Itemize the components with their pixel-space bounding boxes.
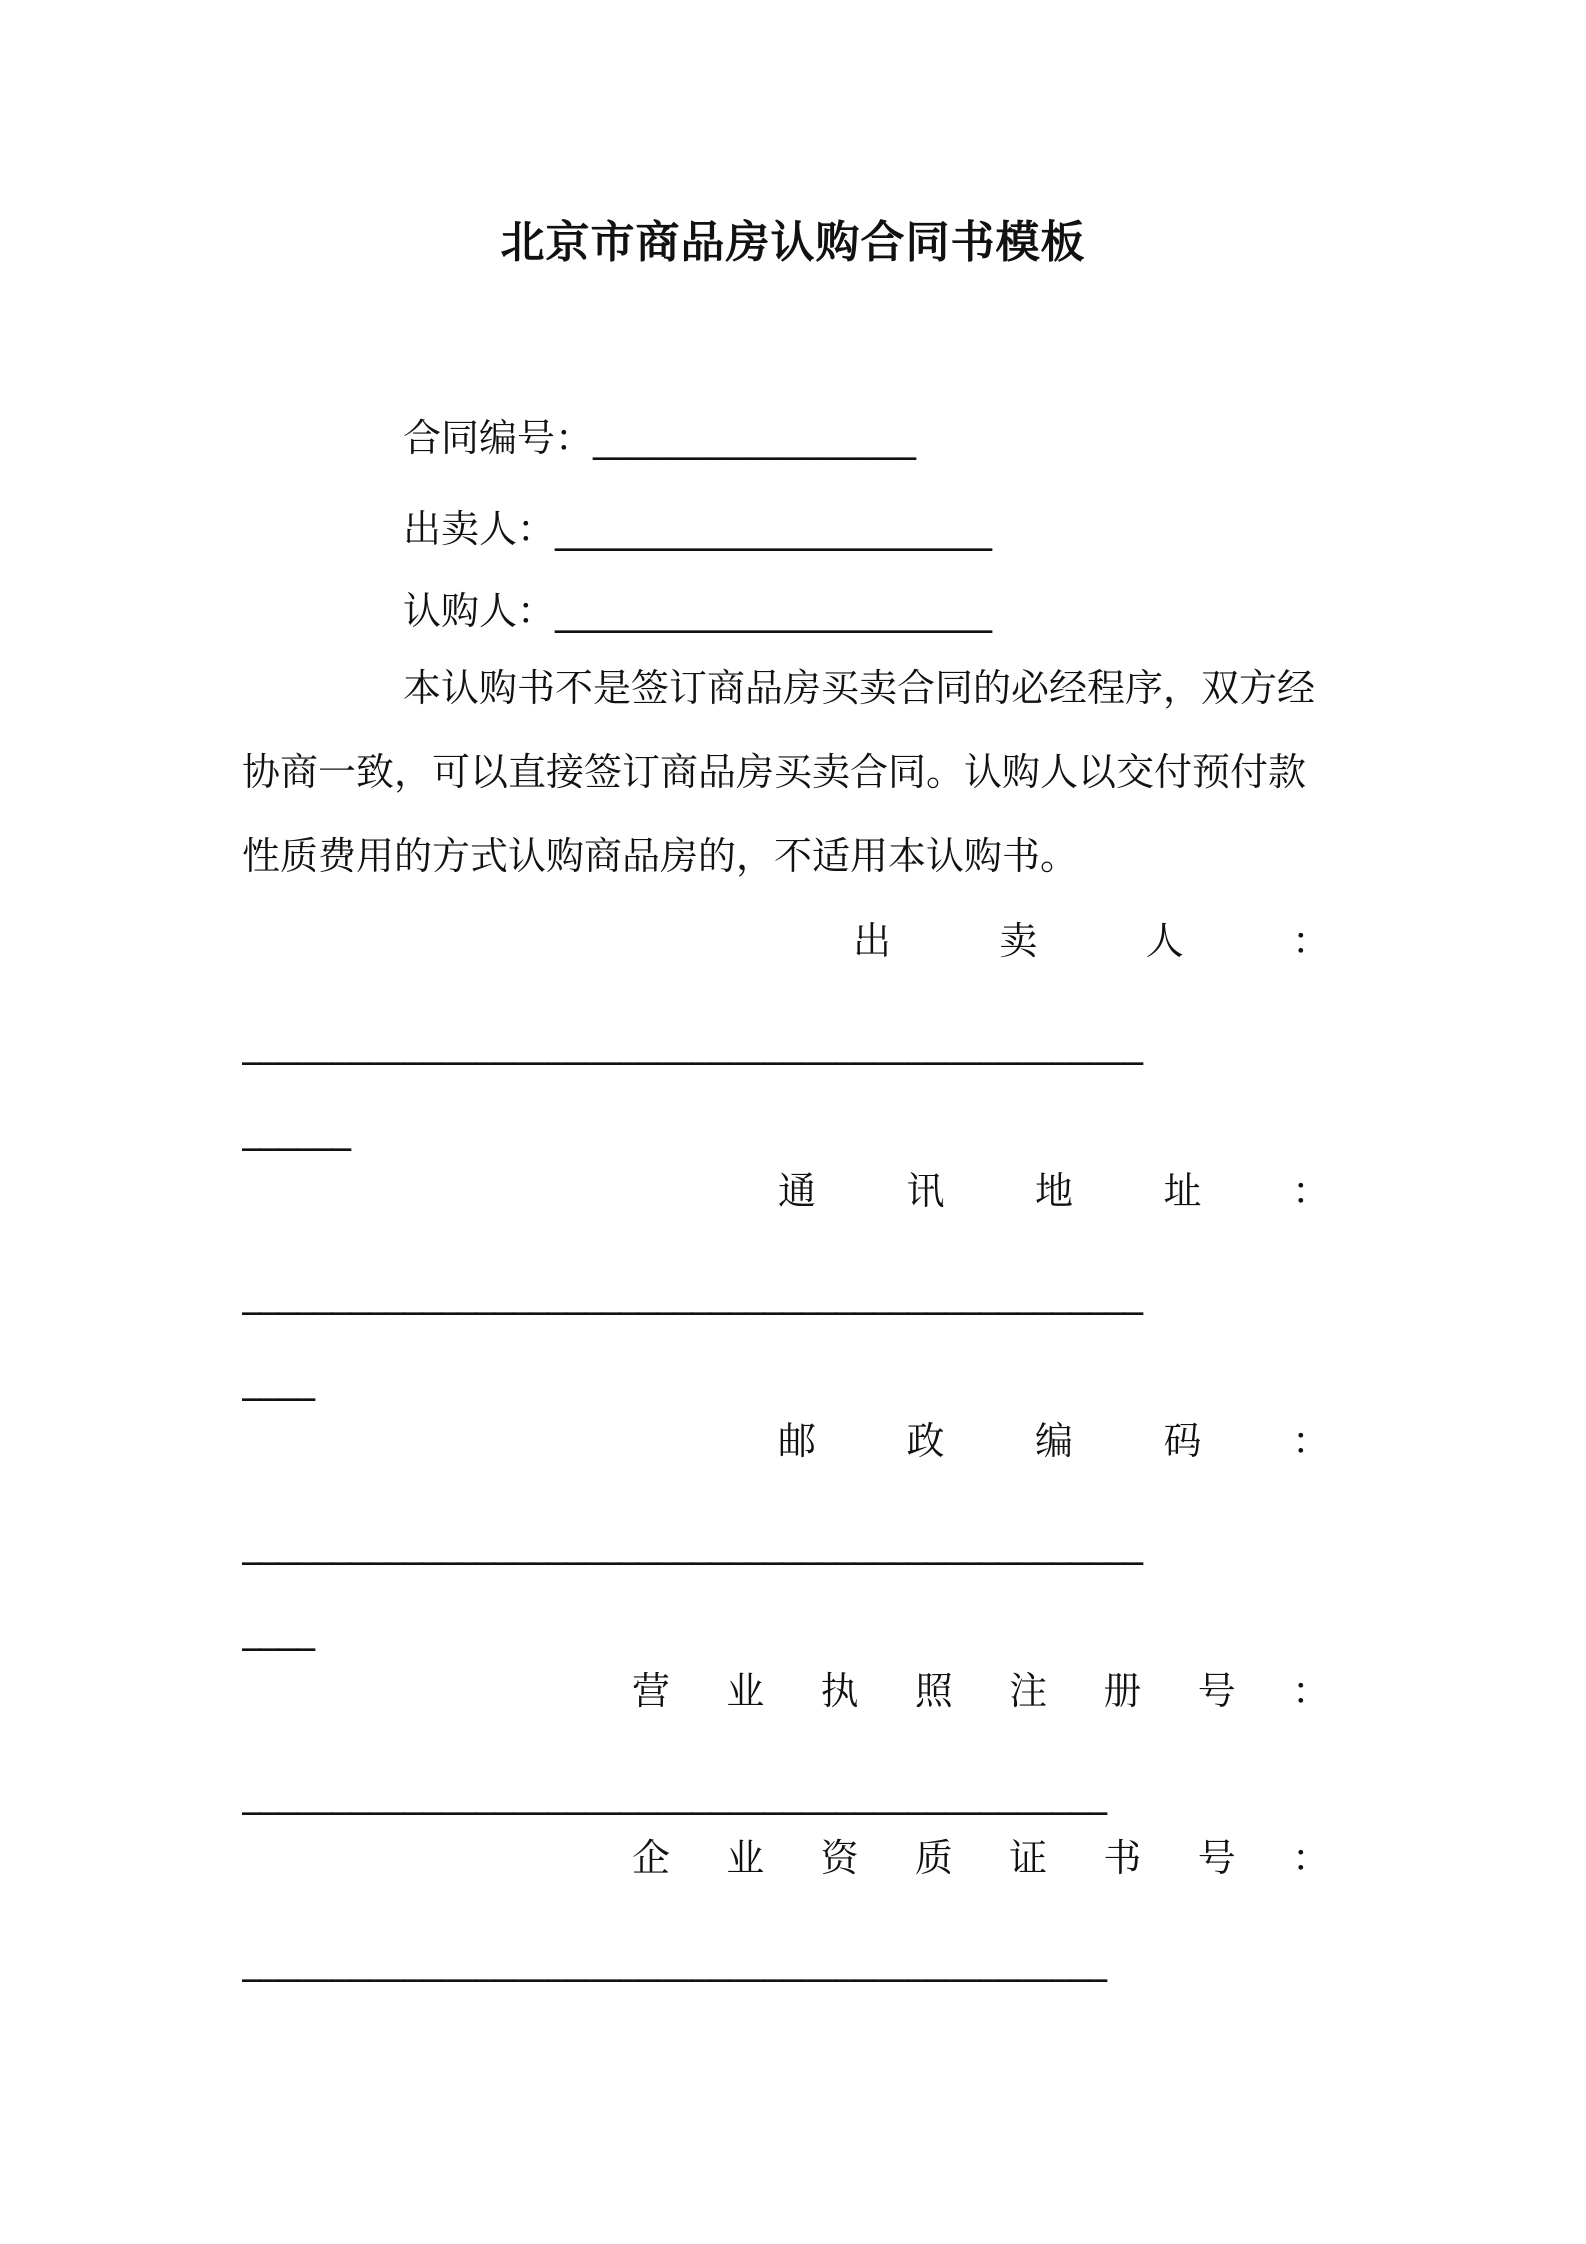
label-char: 营	[632, 1669, 671, 1713]
label-char: 址	[1163, 1169, 1202, 1213]
buyer-field: 认购人：_______________________	[403, 589, 993, 633]
paragraph-line: 协商一致，可以直接签订商品房买卖合同。认购人以交付预付款	[242, 750, 1307, 794]
label-char: ：	[1291, 1836, 1330, 1880]
label-char: ：	[1291, 1669, 1330, 1713]
seller-field: 出卖人：_______________________	[403, 507, 993, 551]
label-char: 码	[1163, 1419, 1202, 1463]
label-char: 编	[1034, 1419, 1073, 1463]
label-char: 邮	[778, 1419, 817, 1463]
label-char: 注	[1009, 1669, 1048, 1713]
label-char: 照	[914, 1669, 953, 1713]
postcode-blank-line: ____	[242, 1607, 314, 1651]
label-char: 册	[1103, 1669, 1142, 1713]
label-char: 质	[914, 1836, 953, 1880]
label-char: 人	[1145, 919, 1184, 963]
document-title: 北京市商品房认购合同书模板	[500, 217, 1086, 268]
notice-paragraph	[242, 646, 1350, 898]
label-char: 地	[1034, 1169, 1073, 1213]
label-char: 业	[726, 1669, 765, 1713]
label-char: 号	[1197, 1836, 1236, 1880]
label-char: 讯	[906, 1169, 945, 1213]
business-license-blank-line: ________________________________________________	[242, 1771, 1106, 1815]
label-char: 企	[632, 1836, 671, 1880]
label-char: 证	[1009, 1836, 1048, 1880]
label-char: ：	[1291, 1169, 1330, 1213]
label-char: 业	[726, 1836, 765, 1880]
paragraph-line: 性质费用的方式认购商品房的，不适用本认购书。	[242, 834, 1079, 878]
label-char: ：	[1291, 1419, 1330, 1463]
label-char: 出	[853, 919, 892, 963]
label-char: 资	[820, 1836, 859, 1880]
label-char: 执	[820, 1669, 859, 1713]
seller-blank-line: __________________________________________________	[242, 1021, 1142, 1065]
address-label	[778, 1165, 1330, 1217]
paragraph-line: 本认购书不是签订商品房买卖合同的必经程序，双方经	[403, 666, 1316, 710]
label-char: ：	[1291, 919, 1330, 963]
postcode-label	[778, 1415, 1330, 1467]
qualification-cert-label	[632, 1832, 1330, 1884]
postcode-blank-line: __________________________________________________	[242, 1521, 1142, 1565]
label-char: 政	[906, 1419, 945, 1463]
label-char: 通	[778, 1169, 817, 1213]
qualification-cert-blank-line: ________________________________________________	[242, 1938, 1106, 1982]
contract-number-field: 合同编号：_________________	[403, 416, 917, 460]
label-char: 号	[1197, 1669, 1236, 1713]
business-license-label	[632, 1665, 1330, 1717]
address-blank-line: ____	[242, 1357, 314, 1401]
seller-blank-line: ______	[242, 1107, 350, 1151]
label-char: 卖	[999, 919, 1038, 963]
address-blank-line: __________________________________________________	[242, 1271, 1142, 1315]
seller-signature-label	[853, 915, 1330, 967]
label-char: 书	[1103, 1836, 1142, 1880]
